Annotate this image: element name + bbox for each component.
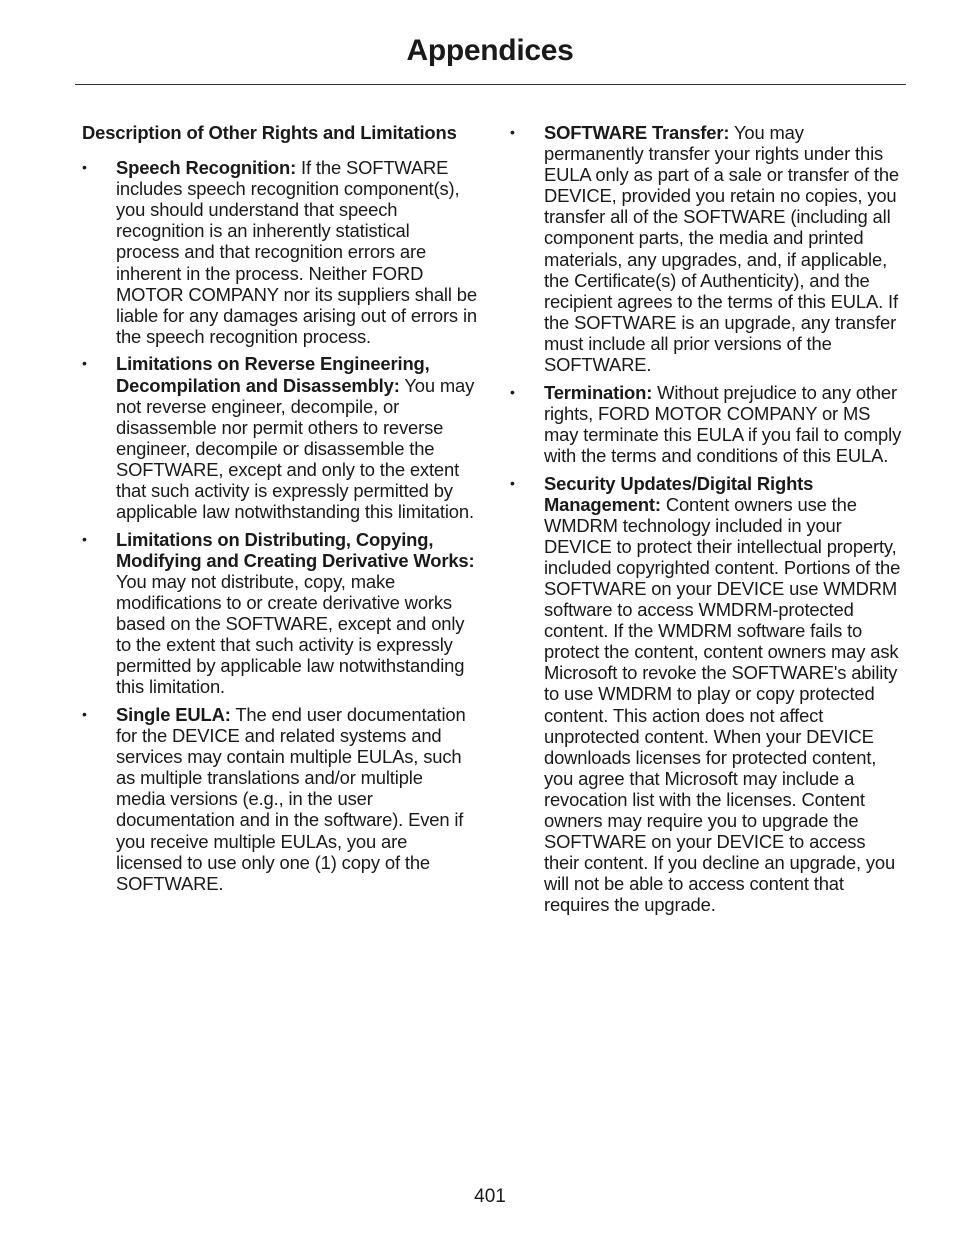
page-number: 401 xyxy=(474,1186,506,1207)
bullet-icon: • xyxy=(82,705,87,722)
right-bullet-list xyxy=(510,122,905,915)
item-text: You may permanently transfer your rights under this EULA only as part of a sale or transfer of the DEVICE, provided you retain no copies, you transfer all of the SOFTWARE (including all component parts, the media and printed materials, any upgrades, and, if applicable, the Certificate(s) of Authenticity), and the recipient agrees to the terms of this EULA. If the SOFTWARE is an upgrade, any transfer must include all prior versions of the SOFTWARE. xyxy=(544,122,899,376)
bullet-icon: • xyxy=(82,159,87,176)
bullet-icon: • xyxy=(82,355,87,372)
item-text: Without prejudice to any other rights, FORD MOTOR COMPANY or MS may terminate this EULA if you fail to comply with the terms and conditions of this EULA. xyxy=(544,381,902,466)
item-term: Limitations on Distributing, Copying, Modifying and Creating Derivative Works: xyxy=(116,528,475,571)
list-item-security-updates xyxy=(510,473,905,916)
list-item-distributing xyxy=(82,529,477,698)
item-text: If the SOFTWARE includes speech recognition component(s), you should understand that speech recognition is an inherently statistical process and that recognition errors are inherent in the process. Neither FORD MOTOR COMPANY nor its suppliers shall be liable for any damages arising out of errors in the speech recognition process. xyxy=(116,157,477,347)
item-text: You may not distribute, copy, make modifications to or create derivative works based on the SOFTWARE, except and only to the extent that such activity is expressly permitted by applicable law notwithstanding this limitation. xyxy=(116,570,465,698)
list-item-software-transfer xyxy=(510,122,905,375)
bullet-icon: • xyxy=(510,383,515,400)
item-term: Termination: xyxy=(544,381,653,403)
bullet-icon: • xyxy=(510,474,515,491)
item-term: SOFTWARE Transfer: xyxy=(544,122,730,143)
right-column xyxy=(510,122,905,922)
left-column xyxy=(82,122,477,900)
item-term: Security Updates/Digital Rights Management: xyxy=(544,472,814,515)
item-term: Single EULA: xyxy=(116,703,231,725)
item-term: Speech Recognition: xyxy=(116,157,297,179)
item-term: Limitations on Reverse Engineering, Decompilation and Disassembly: xyxy=(116,353,430,396)
list-item-single-eula xyxy=(82,704,477,894)
left-bullet-list xyxy=(82,157,477,894)
list-item-termination xyxy=(510,382,905,466)
item-text: You may not reverse engineer, decompile, or disassemble nor permit others to reverse engineer, decompile or disassemble the SOFTWARE, except and only to the extent that such activity is expressly permitted by applicable law notwithstanding this limitation. xyxy=(116,374,475,523)
bullet-icon: • xyxy=(510,124,515,140)
bullet-icon: • xyxy=(82,530,87,547)
section-heading: Description of Other Rights and Limitations xyxy=(82,122,457,143)
item-text: Content owners use the WMDRM technology included in your DEVICE to protect their intellectual property, included copyrighted content. Portions of the SOFTWARE on your DEVICE use WMDRM software to access WMDRM-protected content. If the WMDRM software fails to protect the content, content owners may ask Microsoft to revoke the SOFTWARE's ability to use WMDRM to play or copy protected content. This action does not affect unprotected content. When your DEVICE downloads licenses for protected content, you agree that Microsoft may include a revocation list with the licenses. Content owners may require you to upgrade the SOFTWARE on your DEVICE to access their content. If you decline an upgrade, you will not be able to access content that requires the upgrade. xyxy=(544,493,901,916)
title-divider xyxy=(75,84,906,85)
list-item-speech-recognition xyxy=(82,157,477,347)
list-item-reverse-engineering xyxy=(82,353,477,522)
item-text: The end user documentation for the DEVICE and related systems and services may contain multiple EULAs, such as multiple translations and/or multiple media versions (e.g., in the user documentation and in the software). Even if you receive multiple EULAs, you are licensed to use only one (1) copy of the SOFTWARE. xyxy=(116,703,466,894)
page-title: Appendices xyxy=(406,34,574,67)
